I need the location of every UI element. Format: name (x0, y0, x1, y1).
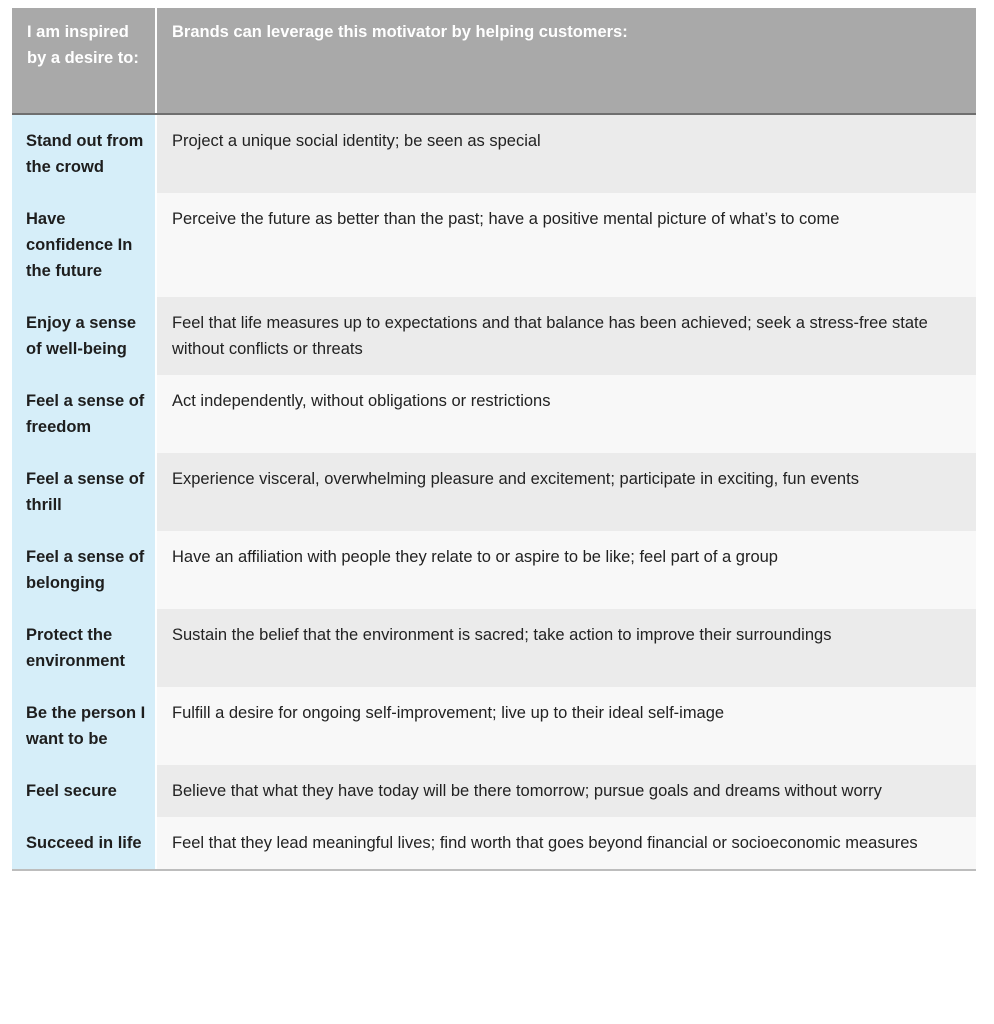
motivators-table (12, 8, 976, 871)
motivator-cell: Enjoy a sense of well-being (12, 297, 156, 375)
leverage-cell: Have an affiliation with people they relate to or aspire to be like; feel part of a group (156, 531, 976, 609)
leverage-cell: Project a unique social identity; be seen as special (156, 115, 976, 193)
motivator-cell: Protect the environment (12, 609, 156, 687)
table-row (12, 765, 976, 817)
leverage-cell: Fulfill a desire for ongoing self-improvement; live up to their ideal self-image (156, 687, 976, 765)
table-row (12, 453, 976, 531)
header-leverage: Brands can leverage this motivator by helping customers: (156, 8, 976, 113)
motivator-cell: Feel a sense of thrill (12, 453, 156, 531)
table-header-row (12, 8, 976, 113)
table-row (12, 687, 976, 765)
table-bottom-rule (12, 869, 976, 871)
leverage-cell: Experience visceral, overwhelming pleasure and excitement; participate in exciting, fun events (156, 453, 976, 531)
leverage-cell: Feel that life measures up to expectations and that balance has been achieved; seek a stress-free state without conflicts or threats (156, 297, 976, 375)
table-row (12, 193, 976, 297)
motivator-cell: Stand out from the crowd (12, 115, 156, 193)
table-row (12, 297, 976, 375)
motivator-cell: Be the person I want to be (12, 687, 156, 765)
leverage-cell: Act independently, without obligations or restrictions (156, 375, 976, 453)
motivator-cell: Feel a sense of belonging (12, 531, 156, 609)
table-row (12, 817, 976, 869)
table-row (12, 115, 976, 193)
leverage-cell: Believe that what they have today will be there tomorrow; pursue goals and dreams without worry (156, 765, 976, 817)
table-row (12, 375, 976, 453)
motivator-cell: Feel secure (12, 765, 156, 817)
motivator-cell: Feel a sense of freedom (12, 375, 156, 453)
motivator-cell: Succeed in life (12, 817, 156, 869)
header-motivator: I am inspired by a desire to: (12, 8, 156, 113)
motivator-cell: Have confidence In the future (12, 193, 156, 297)
leverage-cell: Perceive the future as better than the past; have a positive mental picture of what’s to come (156, 193, 976, 297)
leverage-cell: Feel that they lead meaningful lives; find worth that goes beyond financial or socioeconomic measures (156, 817, 976, 869)
leverage-cell: Sustain the belief that the environment is sacred; take action to improve their surroundings (156, 609, 976, 687)
table-row (12, 609, 976, 687)
table-row (12, 531, 976, 609)
